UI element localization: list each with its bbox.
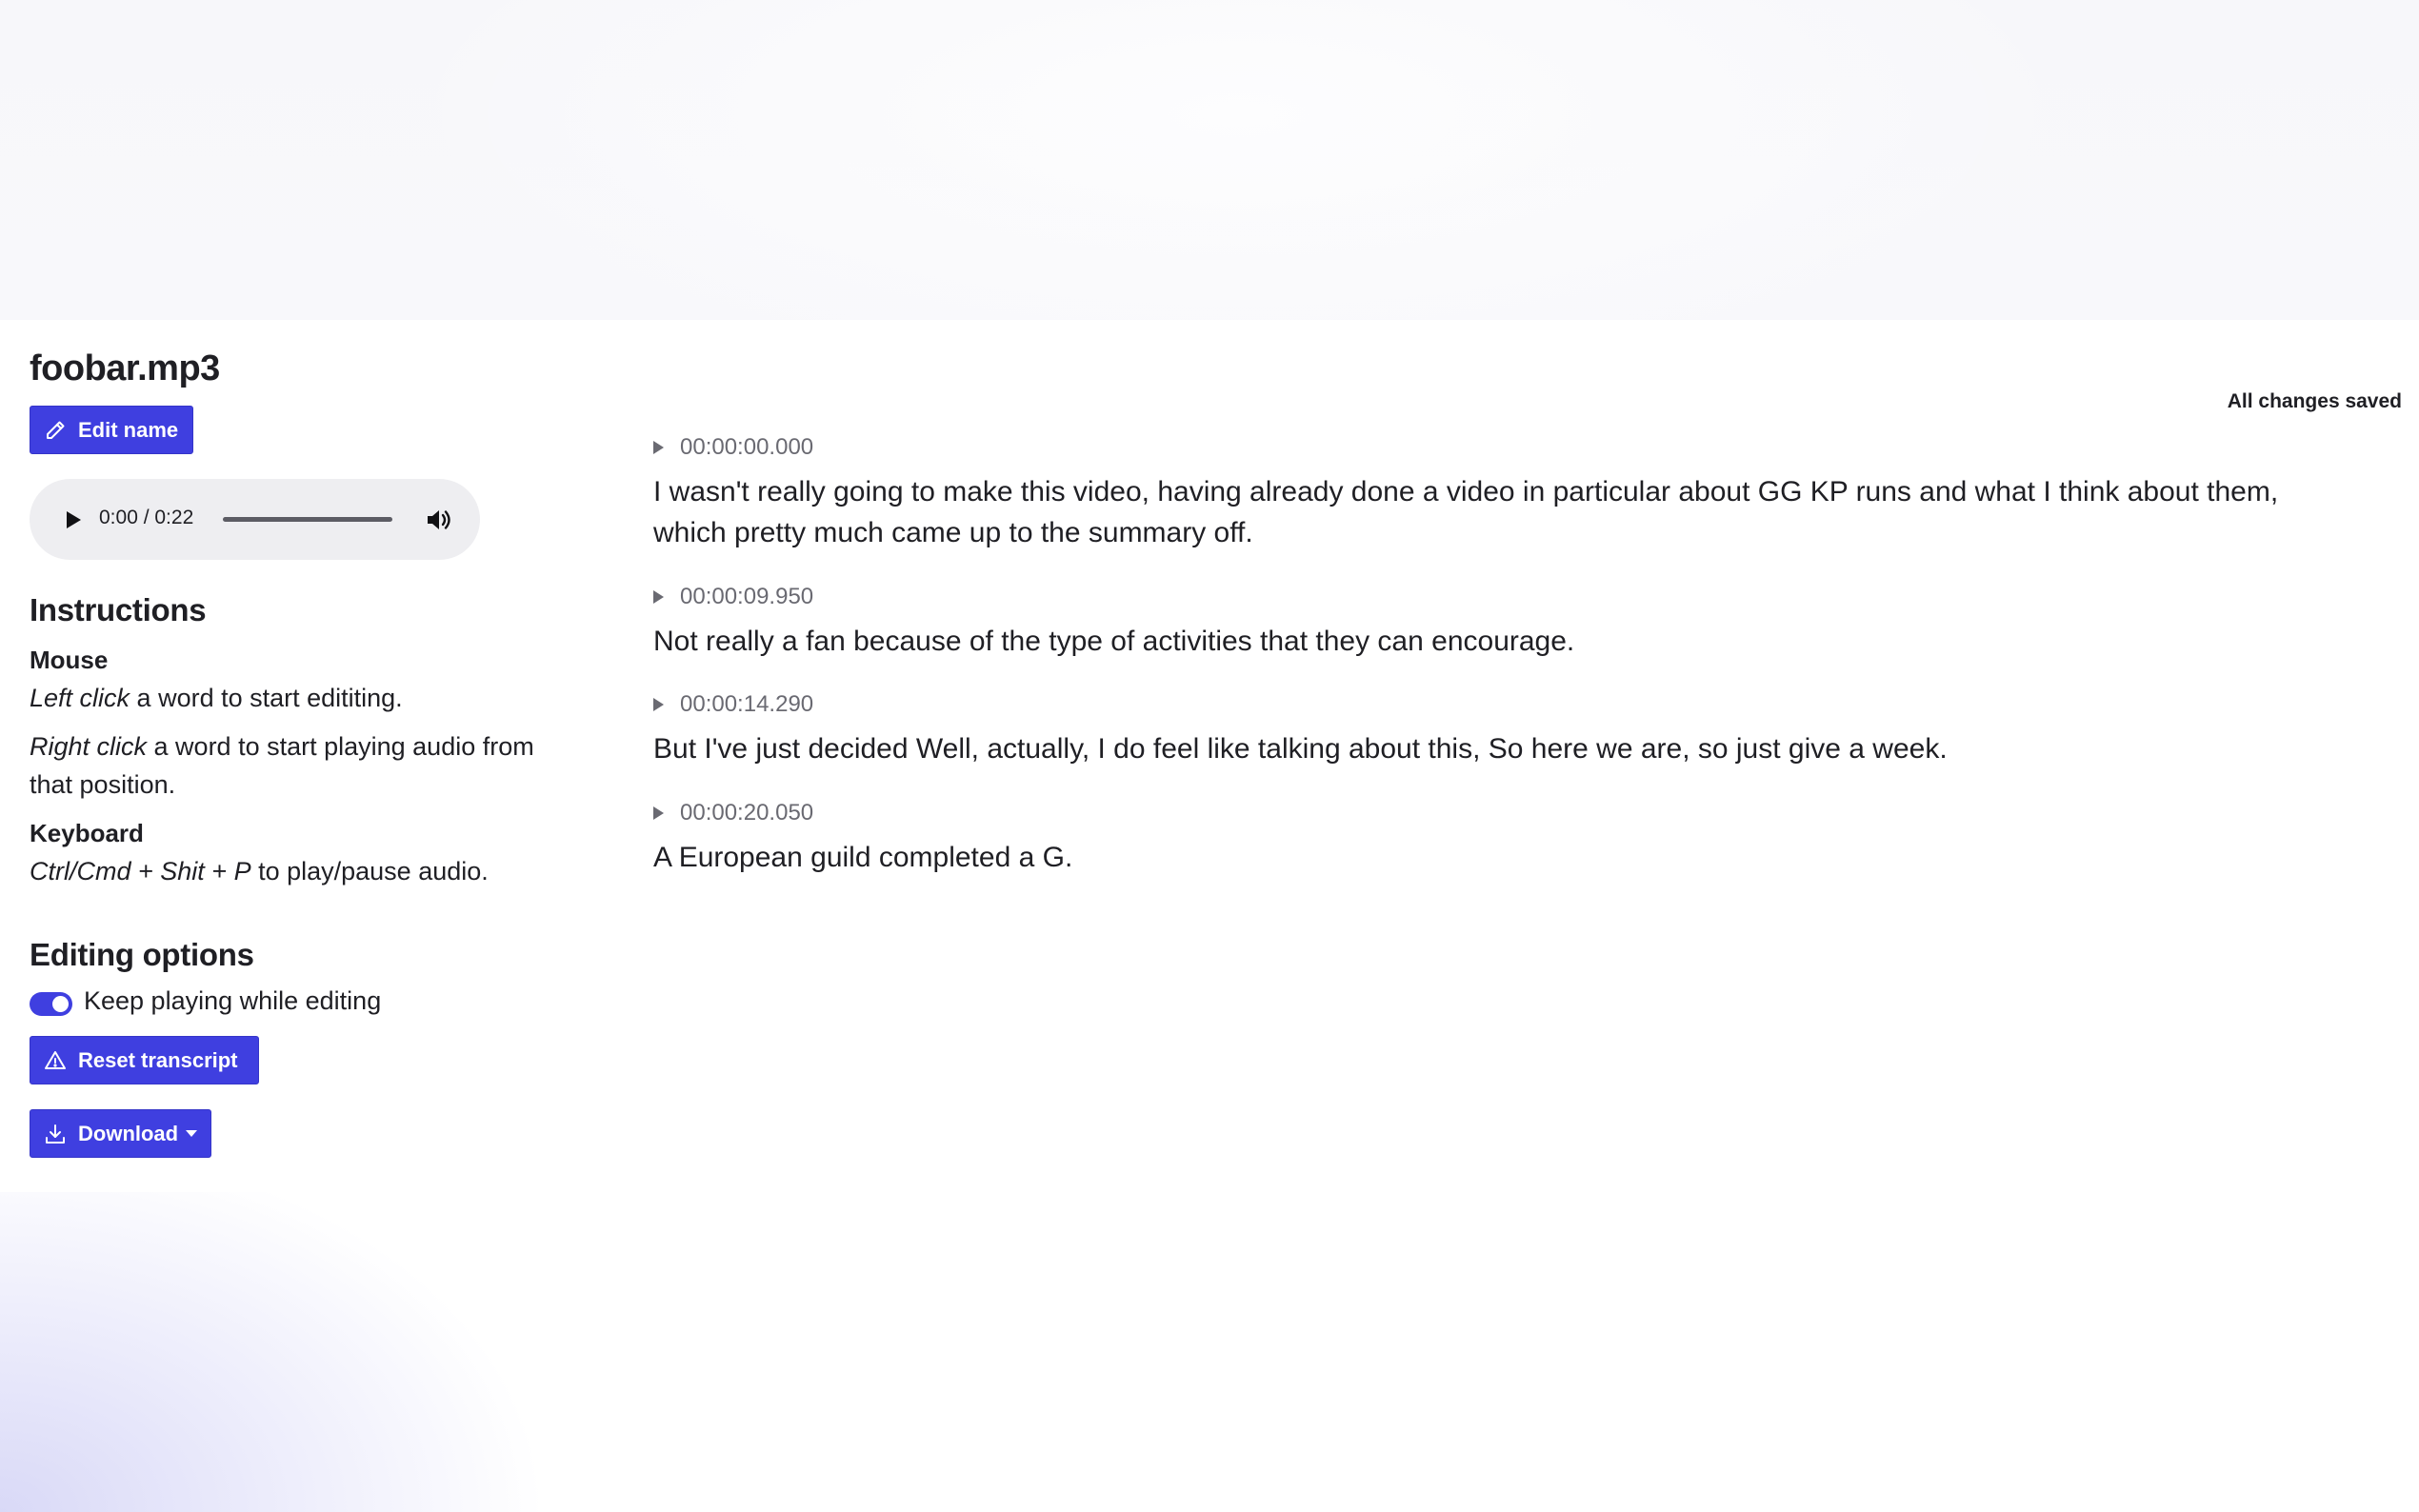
shortcut-instruction [30,852,544,890]
segment-text[interactable]: Not really a fan because of the type of activities that they can encourage. [653,626,1575,657]
segment-play-icon[interactable] [653,441,664,454]
keyboard-heading: Keyboard [30,819,144,847]
keep-playing-label: Keep playing while editing [84,986,382,1015]
transcript-segment [653,583,2358,662]
file-title: foobar.mp3 [30,348,220,388]
left-click-instruction [30,679,544,717]
pencil-icon [44,419,67,442]
edit-name-label: Edit name [78,417,179,442]
segment-timestamp: 00:00:00.000 [680,434,814,460]
warning-icon [44,1049,67,1072]
save-status: All changes saved [2227,390,2402,412]
segment-timestamp: 00:00:20.050 [680,800,814,826]
transcript-segment [653,690,2358,769]
right-click-instruction [30,727,544,804]
audio-time: 0:00 / 0:22 [99,507,194,528]
left-click-emphasis: Left click [30,684,130,712]
audio-player [30,479,480,560]
editing-options-heading: Editing options [30,937,254,972]
audio-progress-slider[interactable] [223,517,392,522]
chevron-down-icon [186,1130,197,1137]
volume-icon[interactable] [424,506,452,534]
left-click-text: a word to start edititing. [130,684,403,712]
segment-play-icon[interactable] [653,698,664,711]
reset-transcript-label: Reset transcript [78,1047,238,1072]
keep-playing-toggle[interactable] [30,992,72,1016]
segment-text[interactable]: But I've just decided Well, actually, I do feel like talking about this, So here we are, so just give a week. [653,733,1948,765]
edit-name-button[interactable] [30,406,193,454]
segment-timestamp: 00:00:09.950 [680,584,814,609]
download-button[interactable] [30,1109,211,1158]
download-icon [44,1123,67,1145]
segment-text[interactable]: A European guild completed a G. [653,842,1073,873]
segment-play-icon[interactable] [653,806,664,820]
shortcut-emphasis: Ctrl/Cmd + Shit + P [30,857,251,885]
download-label: Download [78,1121,179,1145]
toggle-knob [52,996,69,1012]
bottom-background [0,1192,2419,1512]
instructions-heading: Instructions [30,592,207,627]
play-icon[interactable] [60,507,85,532]
transcript-segment [653,433,2358,553]
transcript-segment [653,799,2358,878]
right-click-text: a word to start playing audio from that position. [30,732,534,799]
right-click-emphasis: Right click [30,732,148,761]
shortcut-text: to play/pause audio. [250,857,489,885]
reset-transcript-button[interactable] [30,1036,259,1084]
mouse-heading: Mouse [30,646,109,674]
top-background [0,0,2419,320]
segment-timestamp: 00:00:14.290 [680,691,814,717]
segment-play-icon[interactable] [653,590,664,604]
segment-text[interactable]: I wasn't really going to make this video, having already done a video in particular about GG KP runs and what I think about them, which pretty much came up to the summary off. [653,476,2279,548]
